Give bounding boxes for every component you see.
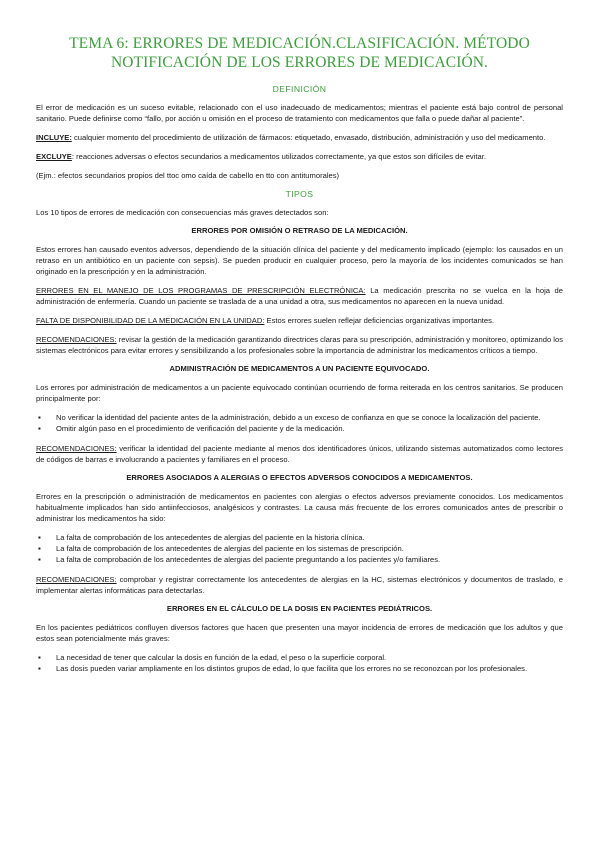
list-item: ▪ La falta de comprobación de los antecedentes de alergias del paciente en los sistemas de prescripción. [56,543,563,554]
excluye-label: EXCLUYE [36,152,72,161]
incluye-paragraph [36,132,563,143]
subheading-equivocado: ADMINISTRACIÓN DE MEDICAMENTOS A UN PACIENTE EQUIVOCADO. [169,364,430,373]
manejo-text: La medicación prescrita no se vuelca en la hoja de administración de enfermería. Cuando un paciente se traslada de a una unidad a otra, sus medicamentos no aparecen en la nueva unidad. [36,286,564,306]
recomendaciones-text: comprobar y registrar correctamente los antecedentes de alergias en la HC, sistemas electrónicos y documentos de traslado, e implementar alertas informáticas para detectarlas. [36,575,563,595]
list-item: ▪ La falta de comprobación de los antecedentes de alergias del paciente en la historia clínica. [56,532,563,543]
pediatricos-list [36,652,563,674]
manejo-paragraph [36,285,563,307]
recomendaciones-text: verificar la identidad del paciente mediante al menos dos identificadores únicos, utilizando sistemas automatizados como lectores de códigos de barras e involucrando a pacientes y familiares en el proceso. [36,444,563,464]
alergias-text: Errores en la prescripción o administración de medicamentos en pacientes con alergias o efectos adversos previamente conocidos. Los medicamentos habitualmente implicados han sido antiinfecciosos, analgésicos y contrastes. La causa más frecuente de los errores comunicados antes de prescribir o administrar los medicamentos ha sido: [36,492,563,523]
incluye-text: cualquier momento del procedimiento de utilización de fármacos: etiquetado, envasado, distribución, administración y uso del medicamento. [71,133,546,142]
subheading-omision: ERRORES POR OMISIÓN O RETRASO DE LA MEDICACIÓN. [191,226,408,235]
alergias-list [36,532,563,565]
list-item: ▪ La necesidad de tener que calcular la dosis en función de la edad, el peso o la superficie corporal. [56,652,563,663]
omision-recomendaciones [36,334,563,356]
subheading-pediatricos: ERRORES EN EL CÁLCULO DE LA DOSIS EN PACIENTES PEDIÁTRICOS. [166,604,433,613]
equivocado-recomendaciones [36,443,563,465]
falta-paragraph [36,315,563,326]
excluye-paragraph [36,151,563,162]
falta-text: Estos errores suelen reflejar deficiencias organizativas importantes. [264,316,495,325]
pediatricos-text: En los pacientes pediátricos confluyen diversos factores que hacen que presenten una mayor incidencia de errores de medicación que los adultos y que estos sean potencialmente más graves: [36,623,563,643]
subheading-alergias: ERRORES ASOCIADOS A ALERGIAS O EFECTOS ADVERSOS CONOCIDOS A MEDICAMENTOS. [126,473,473,482]
list-item: ▪ La falta de comprobación de los antecedentes de alergias del paciente preguntando a los pacientes y/o familiares. [56,554,563,565]
list-item: ▪ Omitir algún paso en el procedimiento de verificación del paciente y de la medicación. [56,423,563,434]
omision-text: Estos errores han causado eventos adversos, dependiendo de la situación clínica del paciente y del medicamento implicado (ejemplo: los causados en un retraso en un antibiótico en un paciente con sepsis). Se pueden producir en cualquier proceso, pero la mayoría de los incidentes comunicados se han originado en la prescripción y en la administración. [36,245,563,276]
recomendaciones-label: RECOMENDACIONES: [36,444,117,453]
page-title: TEMA 6: ERRORES DE MEDICACIÓN.CLASIFICACIÓN. MÉTODO NOTIFICACIÓN DE LOS ERRORES DE MEDICACIÓN. [69,35,530,71]
tipos-intro: Los 10 tipos de errores de medicación con consecuencias más graves detectados son: [36,208,329,217]
recomendaciones-label: RECOMENDACIONES: [36,335,117,344]
section-heading-definicion: DEFINICIÓN [272,84,327,94]
definicion-text: El error de medicación es un suceso evitable, relacionado con el uso inadecuado de medicamentos; mientras el paciente está bajo control de personal sanitario. Puede definirse como “fallo, por acción u omisión en el proceso de tratamiento con medicamentos que falla o puede dañar al paciente”. [36,103,563,123]
list-item: ▪ Las dosis pueden variar ampliamente en los distintos grupos de edad, lo que facilita que los errores no se reconozcan por los profesionales. [56,663,563,674]
equivocado-text: Los errores por administración de medicamentos a un paciente equivocado continúan ocurriendo de forma reiterada en los centros sanitarios. Se producen principalmente por: [36,383,563,403]
excluye-text: : reacciones adversas o efectos secundarios a medicamentos utilizados correctamente, ya que estos son difíciles de evitar. [71,152,486,161]
section-heading-tipos: TIPOS [285,189,314,199]
manejo-label: ERRORES EN EL MANEJO DE LOS PROGRAMAS DE PRESCRIPCIÓN ELECTRÓNICA: [36,286,366,295]
list-item: ▪ No verificar la identidad del paciente antes de la administración, debido a un exceso de confianza en que se conoce la localización del paciente. [56,412,563,423]
ejemplo-text: (Ejm.: efectos secundarios propios del ttoc omo caída de cabello en tto con antitumorales) [36,171,340,180]
recomendaciones-label: RECOMENDACIONES: [36,575,117,584]
alergias-recomendaciones [36,574,563,596]
incluye-label: INCLUYE: [36,133,72,142]
recomendaciones-text: revisar la gestión de la medicación garantizando directrices claras para su prescripción, administración y monitoreo, optimizando los sistemas electrónicos para evitar errores y sensibilizando a los profesionales sobre la importancia de administrar los medicamentos críticos a tiempo. [36,335,563,355]
falta-label: FALTA DE DISPONIBILIDAD DE LA MEDICACIÓN EN LA UNIDAD: [36,316,265,325]
equivocado-list [36,412,563,434]
